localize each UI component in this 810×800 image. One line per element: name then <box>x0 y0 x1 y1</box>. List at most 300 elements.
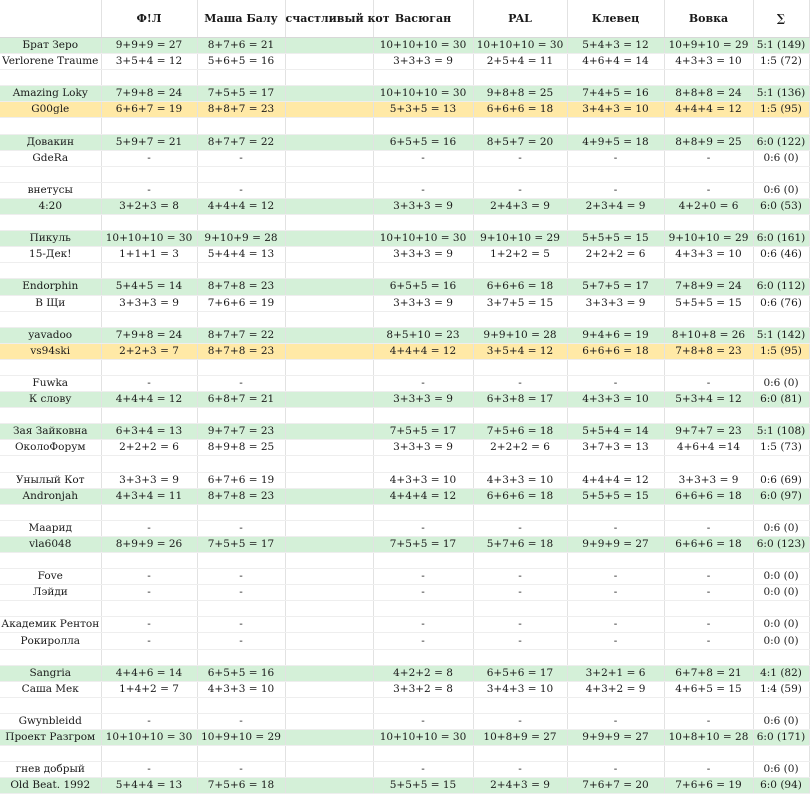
empty-cell <box>567 359 664 375</box>
total-cell: 5:1 (142) <box>753 327 809 343</box>
empty-cell <box>753 118 809 134</box>
sum-column-header: ∑ <box>753 0 809 38</box>
score-cell: 4+3+3 = 10 <box>664 247 753 263</box>
total-cell: 0:6 (0) <box>753 150 809 166</box>
score-cell: 3+4+3 = 10 <box>567 102 664 118</box>
spacer-row <box>0 263 809 279</box>
table-row <box>0 54 809 70</box>
score-cell: - <box>373 762 473 778</box>
score-cell: 4+3+3 = 10 <box>473 472 567 488</box>
empty-cell <box>373 553 473 569</box>
score-cell: - <box>473 569 567 585</box>
table-row <box>0 295 809 311</box>
score-cell: 8+9+9 = 26 <box>101 536 197 552</box>
empty-cell <box>0 649 101 665</box>
empty-cell <box>0 215 101 231</box>
team-name-cell: Endorphin <box>0 279 101 295</box>
empty-cell <box>473 166 567 182</box>
total-cell: 5:1 (108) <box>753 424 809 440</box>
score-cell: - <box>373 713 473 729</box>
team-name-cell: К слову <box>0 392 101 408</box>
score-cell: 10+10+10 = 30 <box>101 730 197 746</box>
table-row <box>0 488 809 504</box>
empty-cell <box>197 553 285 569</box>
score-cell: 8+9+8 = 25 <box>197 440 285 456</box>
empty-cell <box>285 746 373 762</box>
score-cell: - <box>373 633 473 649</box>
score-cell: - <box>473 375 567 391</box>
score-cell: 9+9+9 = 27 <box>567 730 664 746</box>
spacer-row <box>0 601 809 617</box>
score-cell: 9+9+9 = 27 <box>567 536 664 552</box>
score-cell: 3+3+3 = 9 <box>373 54 473 70</box>
empty-cell <box>753 601 809 617</box>
score-cell: - <box>197 713 285 729</box>
score-cell: 5+5+5 = 15 <box>567 488 664 504</box>
empty-cell <box>101 166 197 182</box>
table-row <box>0 762 809 778</box>
score-cell: 9+4+6 = 19 <box>567 327 664 343</box>
empty-cell <box>285 359 373 375</box>
score-cell: 8+10+8 = 26 <box>664 327 753 343</box>
score-cell: 5+9+7 = 21 <box>101 134 197 150</box>
score-cell: - <box>473 182 567 198</box>
empty-cell <box>373 215 473 231</box>
team-name-cell: гнев добрый <box>0 762 101 778</box>
score-cell: 5+5+5 = 15 <box>664 295 753 311</box>
empty-cell <box>101 359 197 375</box>
score-cell: 8+7+8 = 23 <box>197 279 285 295</box>
empty-cell <box>473 263 567 279</box>
judge-happy-cat-header: счастливый кот <box>285 0 373 38</box>
empty-cell <box>197 504 285 520</box>
empty-cell <box>567 697 664 713</box>
total-cell: 0:6 (0) <box>753 713 809 729</box>
table-row <box>0 279 809 295</box>
score-cell: - <box>373 520 473 536</box>
empty-cell <box>567 408 664 424</box>
score-cell: 8+7+7 = 22 <box>197 134 285 150</box>
score-cell: - <box>101 182 197 198</box>
score-cell: - <box>101 762 197 778</box>
empty-cell <box>373 697 473 713</box>
empty-cell <box>664 553 753 569</box>
spacer-row <box>0 359 809 375</box>
score-cell: 3+3+3 = 9 <box>101 472 197 488</box>
team-column-header <box>0 0 101 38</box>
table-row <box>0 681 809 697</box>
score-cell: 4+6+4 =14 <box>664 440 753 456</box>
table-row <box>0 730 809 746</box>
total-cell: 6:0 (161) <box>753 231 809 247</box>
empty-cell <box>567 215 664 231</box>
score-cell: - <box>197 569 285 585</box>
score-cell <box>285 585 373 601</box>
score-cell: - <box>373 617 473 633</box>
score-cell: 5+5+5 = 15 <box>373 778 473 794</box>
team-name-cell: G00gle <box>0 102 101 118</box>
empty-cell <box>473 408 567 424</box>
score-cell: 10+10+10 = 30 <box>373 86 473 102</box>
score-cell: 9+10+10 = 29 <box>664 231 753 247</box>
score-cell: 4+4+4 = 12 <box>567 472 664 488</box>
score-cell: 8+7+8 = 23 <box>197 343 285 359</box>
score-cell: 4+3+3 = 10 <box>664 54 753 70</box>
score-cell: 8+8+7 = 23 <box>197 102 285 118</box>
score-cell: 4+4+6 = 14 <box>101 665 197 681</box>
table-row <box>0 102 809 118</box>
table-row <box>0 520 809 536</box>
score-cell: - <box>664 375 753 391</box>
score-cell: 8+7+7 = 22 <box>197 327 285 343</box>
empty-cell <box>664 70 753 86</box>
empty-cell <box>753 746 809 762</box>
score-cell: 10+8+9 = 27 <box>473 730 567 746</box>
score-cell: 7+5+5 = 17 <box>197 536 285 552</box>
score-cell <box>285 343 373 359</box>
table-row <box>0 134 809 150</box>
table-row <box>0 38 809 54</box>
team-name-cell: Проект Разгром <box>0 730 101 746</box>
table-row <box>0 86 809 102</box>
score-cell: 5+3+5 = 13 <box>373 102 473 118</box>
score-cell <box>285 730 373 746</box>
empty-cell <box>101 553 197 569</box>
score-cell <box>285 713 373 729</box>
score-cell: 4+9+5 = 18 <box>567 134 664 150</box>
empty-cell <box>101 408 197 424</box>
team-name-cell: Маарид <box>0 520 101 536</box>
score-cell: - <box>197 585 285 601</box>
table-row <box>0 585 809 601</box>
judge-pal-header: PAL <box>473 0 567 38</box>
score-cell: - <box>373 150 473 166</box>
score-cell: 3+3+3 = 9 <box>567 295 664 311</box>
empty-cell <box>373 408 473 424</box>
empty-cell <box>473 359 567 375</box>
score-cell: 3+7+5 = 15 <box>473 295 567 311</box>
score-cell: 6+5+5 = 16 <box>197 665 285 681</box>
empty-cell <box>0 601 101 617</box>
score-cell: - <box>473 633 567 649</box>
empty-cell <box>373 263 473 279</box>
empty-cell <box>473 649 567 665</box>
score-cell <box>285 86 373 102</box>
score-cell <box>285 54 373 70</box>
total-cell: 6:0 (122) <box>753 134 809 150</box>
team-name-cell: Довакин <box>0 134 101 150</box>
empty-cell <box>0 359 101 375</box>
empty-cell <box>473 70 567 86</box>
score-cell: 2+4+3 = 9 <box>473 778 567 794</box>
empty-cell <box>567 649 664 665</box>
score-cell: 4+2+2 = 8 <box>373 665 473 681</box>
empty-cell <box>197 408 285 424</box>
total-cell: 1:4 (59) <box>753 681 809 697</box>
score-cell: - <box>664 569 753 585</box>
team-name-cell: Andronjah <box>0 488 101 504</box>
score-cell <box>285 182 373 198</box>
empty-cell <box>567 456 664 472</box>
score-cell <box>285 247 373 263</box>
empty-cell <box>373 311 473 327</box>
empty-cell <box>753 70 809 86</box>
empty-cell <box>473 215 567 231</box>
score-cell: - <box>101 713 197 729</box>
empty-cell <box>197 263 285 279</box>
empty-cell <box>664 215 753 231</box>
empty-cell <box>567 601 664 617</box>
score-cell: 1+4+2 = 7 <box>101 681 197 697</box>
empty-cell <box>0 166 101 182</box>
score-cell: 3+3+3 = 9 <box>664 472 753 488</box>
score-cell: - <box>101 569 197 585</box>
judge-masha-balu-header: Маша Балу <box>197 0 285 38</box>
score-cell <box>285 569 373 585</box>
score-cell: 3+2+1 = 6 <box>567 665 664 681</box>
table-body <box>0 38 809 794</box>
spacer-row <box>0 649 809 665</box>
total-cell: 6:0 (94) <box>753 778 809 794</box>
empty-cell <box>373 456 473 472</box>
empty-cell <box>0 263 101 279</box>
total-cell: 1:5 (72) <box>753 54 809 70</box>
empty-cell <box>473 601 567 617</box>
total-cell: 1:5 (95) <box>753 343 809 359</box>
score-cell: 5+4+4 = 13 <box>101 778 197 794</box>
score-cell: 3+7+3 = 13 <box>567 440 664 456</box>
empty-cell <box>0 118 101 134</box>
header-row <box>0 0 809 38</box>
score-cell: - <box>197 150 285 166</box>
score-cell: - <box>567 520 664 536</box>
total-cell: 6:0 (53) <box>753 198 809 214</box>
score-cell: 9+7+7 = 23 <box>664 424 753 440</box>
empty-cell <box>285 215 373 231</box>
empty-cell <box>285 311 373 327</box>
score-cell: 9+8+8 = 25 <box>473 86 567 102</box>
score-cell: - <box>197 520 285 536</box>
empty-cell <box>664 504 753 520</box>
score-cell: 4+4+4 = 12 <box>101 392 197 408</box>
table-row <box>0 617 809 633</box>
score-cell: 4+3+4 = 11 <box>101 488 197 504</box>
score-cell: 8+7+6 = 21 <box>197 38 285 54</box>
empty-cell <box>101 70 197 86</box>
total-cell: 1:5 (95) <box>753 102 809 118</box>
score-cell: - <box>473 520 567 536</box>
empty-cell <box>285 697 373 713</box>
score-cell: 10+10+10 = 30 <box>101 231 197 247</box>
empty-cell <box>197 456 285 472</box>
score-cell: 9+10+9 = 28 <box>197 231 285 247</box>
total-cell: 0:6 (0) <box>753 182 809 198</box>
score-cell: 2+3+4 = 9 <box>567 198 664 214</box>
score-cell <box>285 681 373 697</box>
score-cell <box>285 665 373 681</box>
score-cell: - <box>664 633 753 649</box>
empty-cell <box>101 649 197 665</box>
score-cell <box>285 472 373 488</box>
empty-cell <box>664 697 753 713</box>
score-cell <box>285 424 373 440</box>
table-row <box>0 569 809 585</box>
score-cell <box>285 617 373 633</box>
score-cell <box>285 327 373 343</box>
empty-cell <box>664 359 753 375</box>
team-name-cell: Old Beat. 1992 <box>0 778 101 794</box>
score-cell: 3+3+3 = 9 <box>373 295 473 311</box>
spacer-row <box>0 215 809 231</box>
empty-cell <box>373 359 473 375</box>
total-cell: 6:0 (97) <box>753 488 809 504</box>
total-cell: 0:0 (0) <box>753 569 809 585</box>
spacer-row <box>0 456 809 472</box>
score-cell: 7+5+5 = 17 <box>197 86 285 102</box>
empty-cell <box>101 697 197 713</box>
score-cell <box>285 295 373 311</box>
empty-cell <box>753 166 809 182</box>
score-cell: - <box>664 150 753 166</box>
empty-cell <box>753 215 809 231</box>
score-cell: 4+4+4 = 12 <box>664 102 753 118</box>
score-cell: 2+2+2 = 6 <box>473 440 567 456</box>
team-name-cell: Gwynbleidd <box>0 713 101 729</box>
table-row <box>0 633 809 649</box>
score-cell: 9+9+9 = 27 <box>101 38 197 54</box>
score-cell: - <box>101 375 197 391</box>
score-cell: 4+4+4 = 12 <box>373 488 473 504</box>
score-cell <box>285 231 373 247</box>
empty-cell <box>373 166 473 182</box>
score-cell: - <box>567 375 664 391</box>
total-cell: 0:0 (0) <box>753 617 809 633</box>
empty-cell <box>753 649 809 665</box>
score-cell: 10+10+10 = 30 <box>373 730 473 746</box>
score-cell: 3+3+2 = 8 <box>373 681 473 697</box>
score-cell: 7+6+7 = 20 <box>567 778 664 794</box>
table-row <box>0 713 809 729</box>
score-cell: - <box>197 633 285 649</box>
score-cell: 7+9+8 = 24 <box>101 86 197 102</box>
score-cell <box>285 536 373 552</box>
table-row <box>0 440 809 456</box>
score-cell: 10+9+10 = 29 <box>664 38 753 54</box>
score-cell: 7+6+6 = 19 <box>664 778 753 794</box>
score-cell: 7+5+5 = 17 <box>373 536 473 552</box>
score-cell: - <box>567 150 664 166</box>
score-cell <box>285 440 373 456</box>
empty-cell <box>664 263 753 279</box>
score-cell: 8+7+8 = 23 <box>197 488 285 504</box>
empty-cell <box>753 553 809 569</box>
score-cell: 1+1+1 = 3 <box>101 247 197 263</box>
team-name-cell: Брат Зеро <box>0 38 101 54</box>
empty-cell <box>101 746 197 762</box>
score-cell: - <box>101 585 197 601</box>
empty-cell <box>0 697 101 713</box>
score-cell: 8+5+7 = 20 <box>473 134 567 150</box>
score-cell <box>285 633 373 649</box>
score-cell: 10+9+10 = 29 <box>197 730 285 746</box>
score-cell: 10+10+10 = 30 <box>373 231 473 247</box>
score-cell: 2+2+2 = 6 <box>101 440 197 456</box>
score-cell: - <box>473 713 567 729</box>
score-cell: 4+3+2 = 9 <box>567 681 664 697</box>
score-cell: - <box>664 520 753 536</box>
total-cell: 0:6 (46) <box>753 247 809 263</box>
empty-cell <box>0 553 101 569</box>
total-cell: 0:0 (0) <box>753 633 809 649</box>
table-row <box>0 327 809 343</box>
score-cell: 10+10+10 = 30 <box>373 38 473 54</box>
score-cell: - <box>664 713 753 729</box>
total-cell: 0:6 (69) <box>753 472 809 488</box>
team-name-cell: 15-Дек! <box>0 247 101 263</box>
score-cell: - <box>473 762 567 778</box>
score-cell: 5+6+5 = 16 <box>197 54 285 70</box>
team-name-cell: 4:20 <box>0 198 101 214</box>
table-row <box>0 231 809 247</box>
empty-cell <box>664 311 753 327</box>
empty-cell <box>285 70 373 86</box>
score-cell: - <box>567 569 664 585</box>
empty-cell <box>197 215 285 231</box>
score-cell: 6+6+7 = 19 <box>101 102 197 118</box>
score-cell: - <box>664 617 753 633</box>
score-cell: 8+8+9 = 25 <box>664 134 753 150</box>
judge-vasyugan-header: Васюган <box>373 0 473 38</box>
empty-cell <box>0 311 101 327</box>
score-cell: 7+8+8 = 23 <box>664 343 753 359</box>
score-cell: 5+7+5 = 17 <box>567 279 664 295</box>
empty-cell <box>753 456 809 472</box>
spacer-row <box>0 408 809 424</box>
score-cell: - <box>101 617 197 633</box>
team-name-cell: Унылый Кот <box>0 472 101 488</box>
empty-cell <box>285 166 373 182</box>
table-row <box>0 392 809 408</box>
score-cell: 9+9+10 = 28 <box>473 327 567 343</box>
team-name-cell: Sangria <box>0 665 101 681</box>
score-cell: 5+4+5 = 14 <box>101 279 197 295</box>
team-name-cell: Fove <box>0 569 101 585</box>
empty-cell <box>373 649 473 665</box>
spacer-row <box>0 746 809 762</box>
score-cell: 5+7+6 = 18 <box>473 536 567 552</box>
spacer-row <box>0 311 809 327</box>
empty-cell <box>373 601 473 617</box>
score-cell <box>285 778 373 794</box>
score-cell: - <box>664 182 753 198</box>
score-cell <box>285 102 373 118</box>
score-cell: 6+3+8 = 17 <box>473 392 567 408</box>
table-row <box>0 182 809 198</box>
empty-cell <box>753 311 809 327</box>
judge-fl-header: Ф!Л <box>101 0 197 38</box>
empty-cell <box>753 504 809 520</box>
score-cell: - <box>473 585 567 601</box>
score-cell: 7+5+6 = 18 <box>197 778 285 794</box>
table-row <box>0 247 809 263</box>
empty-cell <box>567 553 664 569</box>
empty-cell <box>197 649 285 665</box>
empty-cell <box>567 504 664 520</box>
empty-cell <box>0 504 101 520</box>
score-cell: 7+6+6 = 19 <box>197 295 285 311</box>
empty-cell <box>473 746 567 762</box>
score-cell: 10+10+10 = 30 <box>473 38 567 54</box>
